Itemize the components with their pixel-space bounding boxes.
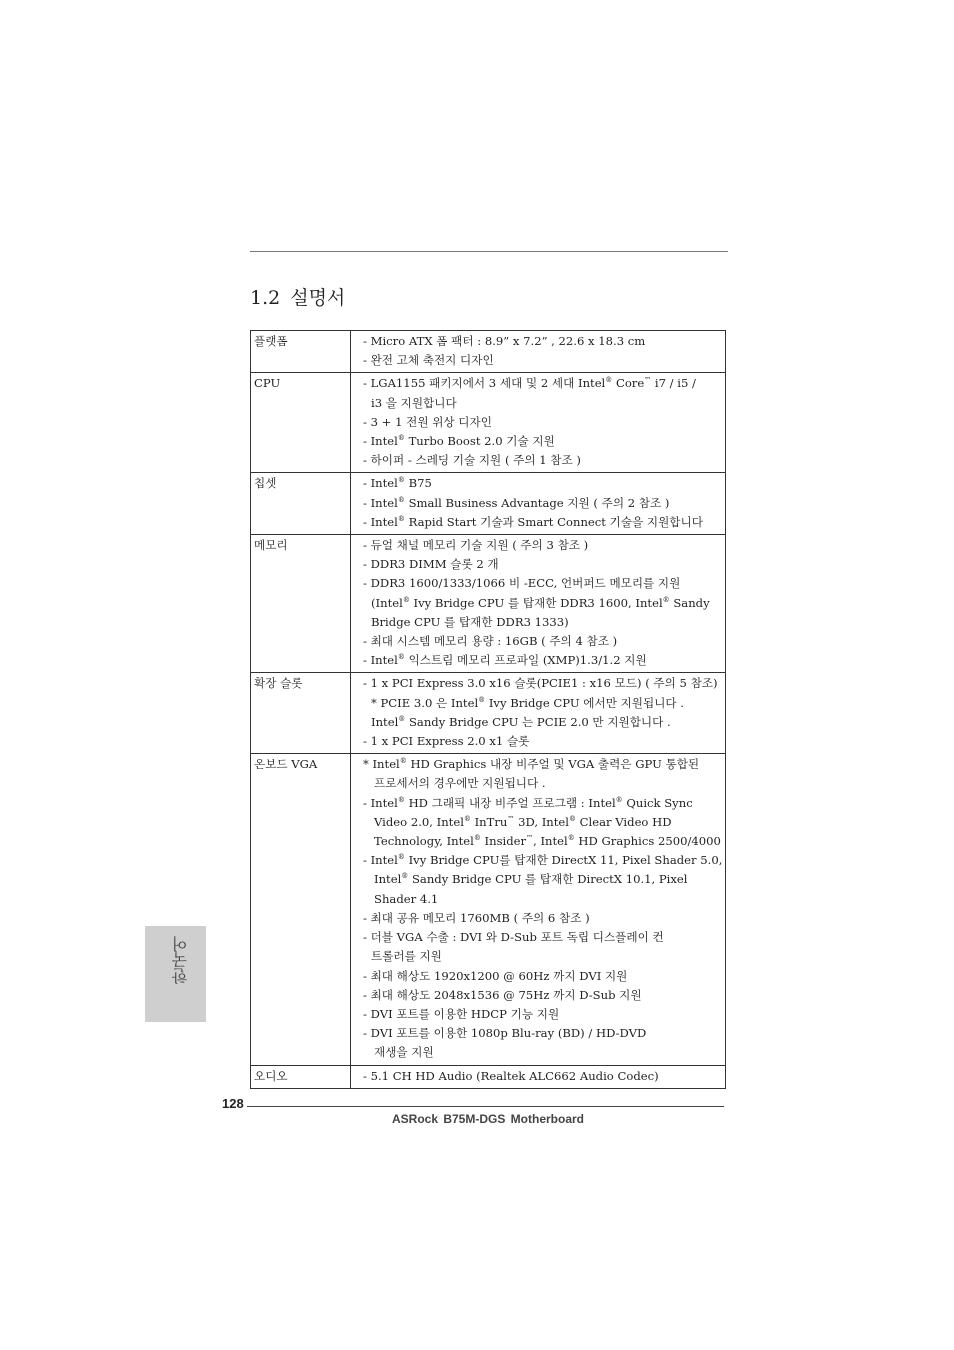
top-rule [250,251,728,252]
spec-label: 메모리 [251,535,351,673]
spec-line: Video 2.0, Intel® InTru™ 3D, Intel® Clear Video HD [374,814,672,829]
spec-label: 플랫폼 [251,331,351,373]
spec-line: - 하이퍼 - 스레딩 기술 지원 ( 주의 1 참조 ) [363,453,581,468]
spec-line: 트롤러를 지원 [371,949,442,964]
spec-line: - DVI 포트를 이용한 1080p Blu-ray (BD) / HD-DVD [363,1026,647,1041]
spec-row [251,473,726,535]
spec-label: 오디오 [251,1065,351,1088]
spec-value [351,1065,726,1088]
spec-line: - 최대 공유 메모리 1760MB ( 주의 6 참조 ) [363,910,590,925]
section-number: 1.2 [250,287,281,309]
page-number: 128 [222,1096,244,1111]
spec-value [351,535,726,673]
spec-table-body [251,331,726,1089]
section-title [250,283,345,310]
spec-value [351,673,726,754]
footer-rule [247,1106,724,1107]
spec-line: - DVI 포트를 이용한 HDCP 기능 지원 [363,1006,560,1021]
spec-line: Intel® Sandy Bridge CPU 는 PCIE 2.0 만 지원합니다 . [371,714,671,729]
spec-line: - 3 + 1 전원 위상 디자인 [363,414,492,429]
spec-label: 칩셋 [251,473,351,535]
section-heading: 설명서 [290,287,346,309]
spec-line: * PCIE 3.0 은 Intel® Ivy Bridge CPU 에서만 지원됩니다 . [371,695,684,710]
spec-line: (Intel® Ivy Bridge CPU 를 탑재한 DDR3 1600, Intel® Sandy [371,595,710,610]
spec-line: - Intel® B75 [363,476,432,491]
spec-line: Intel® Sandy Bridge CPU 를 탑재한 DirectX 10.1, Pixel [374,872,688,887]
spec-line: i3 을 지원합니다 [371,395,457,410]
spec-row [251,331,726,373]
language-side-tab [145,926,206,1022]
spec-line: - LGA1155 패키지에서 3 세대 및 2 세대 Intel® Core™ i7 / i5 / [363,376,696,391]
spec-line: - Intel® Ivy Bridge CPU를 탑재한 DirectX 11, Pixel Shader 5.0, [363,853,723,868]
spec-line: - Intel® HD 그래픽 내장 비주얼 프로그램 : Intel® Quick Sync [363,795,693,810]
spec-line: 프로세서의 경우에만 지원됩니다 . [374,776,546,791]
spec-line: - 1 x PCI Express 2.0 x1 슬롯 [363,734,530,749]
spec-line: Technology, Intel® Insider™, Intel® HD Graphics 2500/4000 [374,834,721,849]
spec-label: CPU [251,373,351,473]
spec-line: Bridge CPU 를 탑재한 DDR3 1333) [371,614,569,629]
spec-line: - 더블 VGA 수출 : DVI 와 D-Sub 포트 독립 디스플레이 컨 [363,930,664,945]
spec-table [250,330,726,1089]
spec-value [351,754,726,1065]
footer-text: ASRock B75M-DGS Motherboard [391,1112,585,1126]
spec-value [351,331,726,373]
spec-line: - 최대 해상도 2048x1536 @ 75Hz 까지 D-Sub 지원 [363,987,642,1002]
spec-row [251,535,726,673]
spec-line: * Intel® HD Graphics 내장 비주얼 및 VGA 출력은 GPU 통합된 [363,757,700,772]
spec-line: - Intel® Small Business Advantage 지원 ( 주의 2 참조 ) [363,495,670,510]
spec-line: Shader 4.1 [374,891,439,906]
spec-line: 재생을 지원 [374,1045,434,1060]
spec-line: - 1 x PCI Express 3.0 x16 슬롯(PCIE1 : x16 모드) ( 주의 5 참조) [363,676,718,691]
spec-label: 온보드 VGA [251,754,351,1065]
spec-line: - Micro ATX 폼 팩터 : 8.9” x 7.2” , 22.6 x 18.3 cm [363,334,646,348]
spec-line: - Intel® Turbo Boost 2.0 기술 지원 [363,434,555,449]
language-side-tab-label: 한국어 [171,936,190,984]
spec-line: - Intel® Rapid Start 기술과 Smart Connect 기술을 지원합니다 [363,514,703,529]
spec-line: - 최대 시스템 메모리 용량 : 16GB ( 주의 4 참조 ) [363,634,618,649]
spec-row [251,673,726,754]
spec-line: - 완전 고체 축전지 디자인 [363,353,494,368]
spec-line: - 최대 해상도 1920x1200 @ 60Hz 까지 DVI 지원 [363,968,628,983]
spec-line: - 5.1 CH HD Audio (Realtek ALC662 Audio Codec) [363,1068,659,1083]
spec-line: - 듀얼 채널 메모리 기술 지원 ( 주의 3 참조 ) [363,538,589,553]
spec-label: 확장 슬롯 [251,673,351,754]
spec-value [351,473,726,535]
spec-line: - DDR3 1600/1333/1066 비 -ECC, 언버퍼드 메모리를 지원 [363,576,681,591]
spec-line: - Intel® 익스트림 메모리 프로파일 (XMP)1.3/1.2 지원 [363,653,647,668]
spec-value [351,373,726,473]
spec-row [251,1065,726,1088]
spec-row [251,373,726,473]
spec-row [251,754,726,1065]
spec-line: - DDR3 DIMM 슬롯 2 개 [363,557,499,572]
